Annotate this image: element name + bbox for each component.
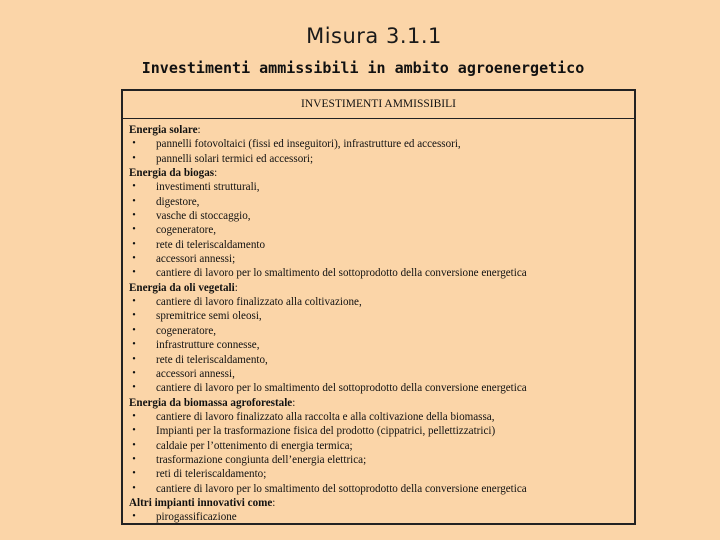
list-item xyxy=(129,295,634,309)
list-item-text: vasche di stoccaggio, xyxy=(156,210,251,223)
bullet-icon: • xyxy=(132,152,136,164)
list-item-text: cantiere di lavoro per lo smaltimento del sottoprodotto della conversione energetica xyxy=(156,382,527,395)
list-item-text: reti di teleriscaldamento; xyxy=(156,468,267,481)
investments-table xyxy=(121,89,636,525)
table-header: INVESTIMENTI AMMISSIBILI xyxy=(123,91,634,119)
list-item xyxy=(129,266,634,280)
section-heading-colon: : xyxy=(214,167,218,180)
list-item-text: pirogassificazione xyxy=(156,511,237,524)
list-item-text: rete di teleriscaldamento xyxy=(156,238,266,251)
list-item-text: investimenti strutturali, xyxy=(156,181,260,194)
list-item xyxy=(129,367,634,381)
section-heading-text: Energia da oli vegetali xyxy=(129,281,235,294)
list-item-text: rete di teleriscaldamento, xyxy=(156,353,268,366)
section-heading-text: Energia solare xyxy=(129,124,198,136)
list-item xyxy=(129,238,634,252)
list-item xyxy=(129,381,634,395)
list-item xyxy=(129,424,634,438)
section-heading-text: Energia da biogas xyxy=(129,167,215,180)
table-content xyxy=(123,119,634,525)
bullet-icon: • xyxy=(132,425,136,437)
bullet-icon: • xyxy=(132,195,136,207)
list-item xyxy=(129,252,634,266)
bullet-icon: • xyxy=(132,224,136,236)
section-heading-text: Altri impianti innovativi come xyxy=(129,496,273,509)
list-item-text: cogeneratore, xyxy=(156,224,217,237)
slide-title: Misura 3.1.1 xyxy=(306,24,442,48)
list-item-text: pannelli solari termici ed accessori; xyxy=(156,152,314,165)
list-item-text: cantiere di lavoro finalizzato alla coltivazione, xyxy=(156,296,362,309)
list-item-text: accessori annessi; xyxy=(156,253,236,266)
section-heading-colon: : xyxy=(234,281,238,294)
list-item xyxy=(129,309,634,323)
list-item-text: Impianti per la trasformazione fisica del prodotto (cippatrici, pellettizzatrici) xyxy=(156,425,496,438)
list-item xyxy=(129,439,634,453)
bullet-icon: • xyxy=(132,453,136,465)
slide-subtitle: Investimenti ammissibili in ambito agroenergetico xyxy=(141,59,585,77)
bullet-icon: • xyxy=(132,482,136,494)
list-item xyxy=(129,482,634,496)
list-item-text: cogeneratore, xyxy=(156,324,217,337)
list-item-text: infrastrutture connesse, xyxy=(156,339,260,352)
section-heading-colon: : xyxy=(197,124,201,136)
list-item-text: digestore, xyxy=(156,195,200,208)
list-item-text: trasformazione congiunta dell’energia elettrica; xyxy=(156,453,367,466)
bullet-icon: • xyxy=(132,367,136,379)
list-item xyxy=(129,195,634,209)
section-heading-text: Energia da biomassa agroforestale xyxy=(129,396,293,409)
section-heading-colon: : xyxy=(292,396,296,409)
bullet-icon: • xyxy=(132,267,136,279)
list-item xyxy=(129,467,634,481)
bullet-icon: • xyxy=(132,210,136,222)
section-heading xyxy=(129,396,634,410)
bullet-icon: • xyxy=(132,310,136,322)
list-item-text: cantiere di lavoro finalizzato alla raccolta e alla coltivazione della biomassa, xyxy=(156,410,495,423)
list-item-text: cantiere di lavoro per lo smaltimento del sottoprodotto della conversione energetica xyxy=(156,482,527,495)
list-item xyxy=(129,338,634,352)
bullet-icon: • xyxy=(132,324,136,336)
bullet-icon: • xyxy=(132,296,136,308)
section-heading xyxy=(129,496,634,510)
list-item xyxy=(129,410,634,424)
bullet-icon: • xyxy=(132,382,136,394)
section-heading xyxy=(129,281,634,295)
list-item-text: pannelli fotovoltaici (fissi ed inseguitori), infrastrutture ed accessori, xyxy=(156,138,461,151)
bullet-icon: • xyxy=(132,238,136,250)
section-heading xyxy=(129,166,634,180)
bullet-icon: • xyxy=(132,181,136,193)
list-item xyxy=(129,152,634,166)
bullet-icon: • xyxy=(132,410,136,422)
bullet-icon: • xyxy=(132,253,136,265)
list-item xyxy=(129,180,634,194)
list-item xyxy=(129,324,634,338)
list-item xyxy=(129,209,634,223)
list-item xyxy=(129,510,634,524)
list-item xyxy=(129,223,634,237)
list-item-text: accessori annessi, xyxy=(156,367,235,380)
bullet-icon: • xyxy=(132,511,136,523)
bullet-icon: • xyxy=(132,339,136,351)
list-item-text: spremitrice semi oleosi, xyxy=(156,310,262,323)
list-item-text: cantiere di lavoro per lo smaltimento del sottoprodotto della conversione energetica xyxy=(156,267,527,280)
bullet-icon: • xyxy=(132,138,136,150)
bullet-icon: • xyxy=(132,439,136,451)
section-heading-colon: : xyxy=(272,496,276,509)
list-item xyxy=(129,453,634,467)
bullet-icon: • xyxy=(132,468,136,480)
bullet-icon: • xyxy=(132,353,136,365)
list-item xyxy=(129,137,634,151)
list-item-text: caldaie per l’ottenimento di energia termica; xyxy=(156,439,353,452)
list-item xyxy=(129,353,634,367)
section-heading xyxy=(129,123,634,137)
